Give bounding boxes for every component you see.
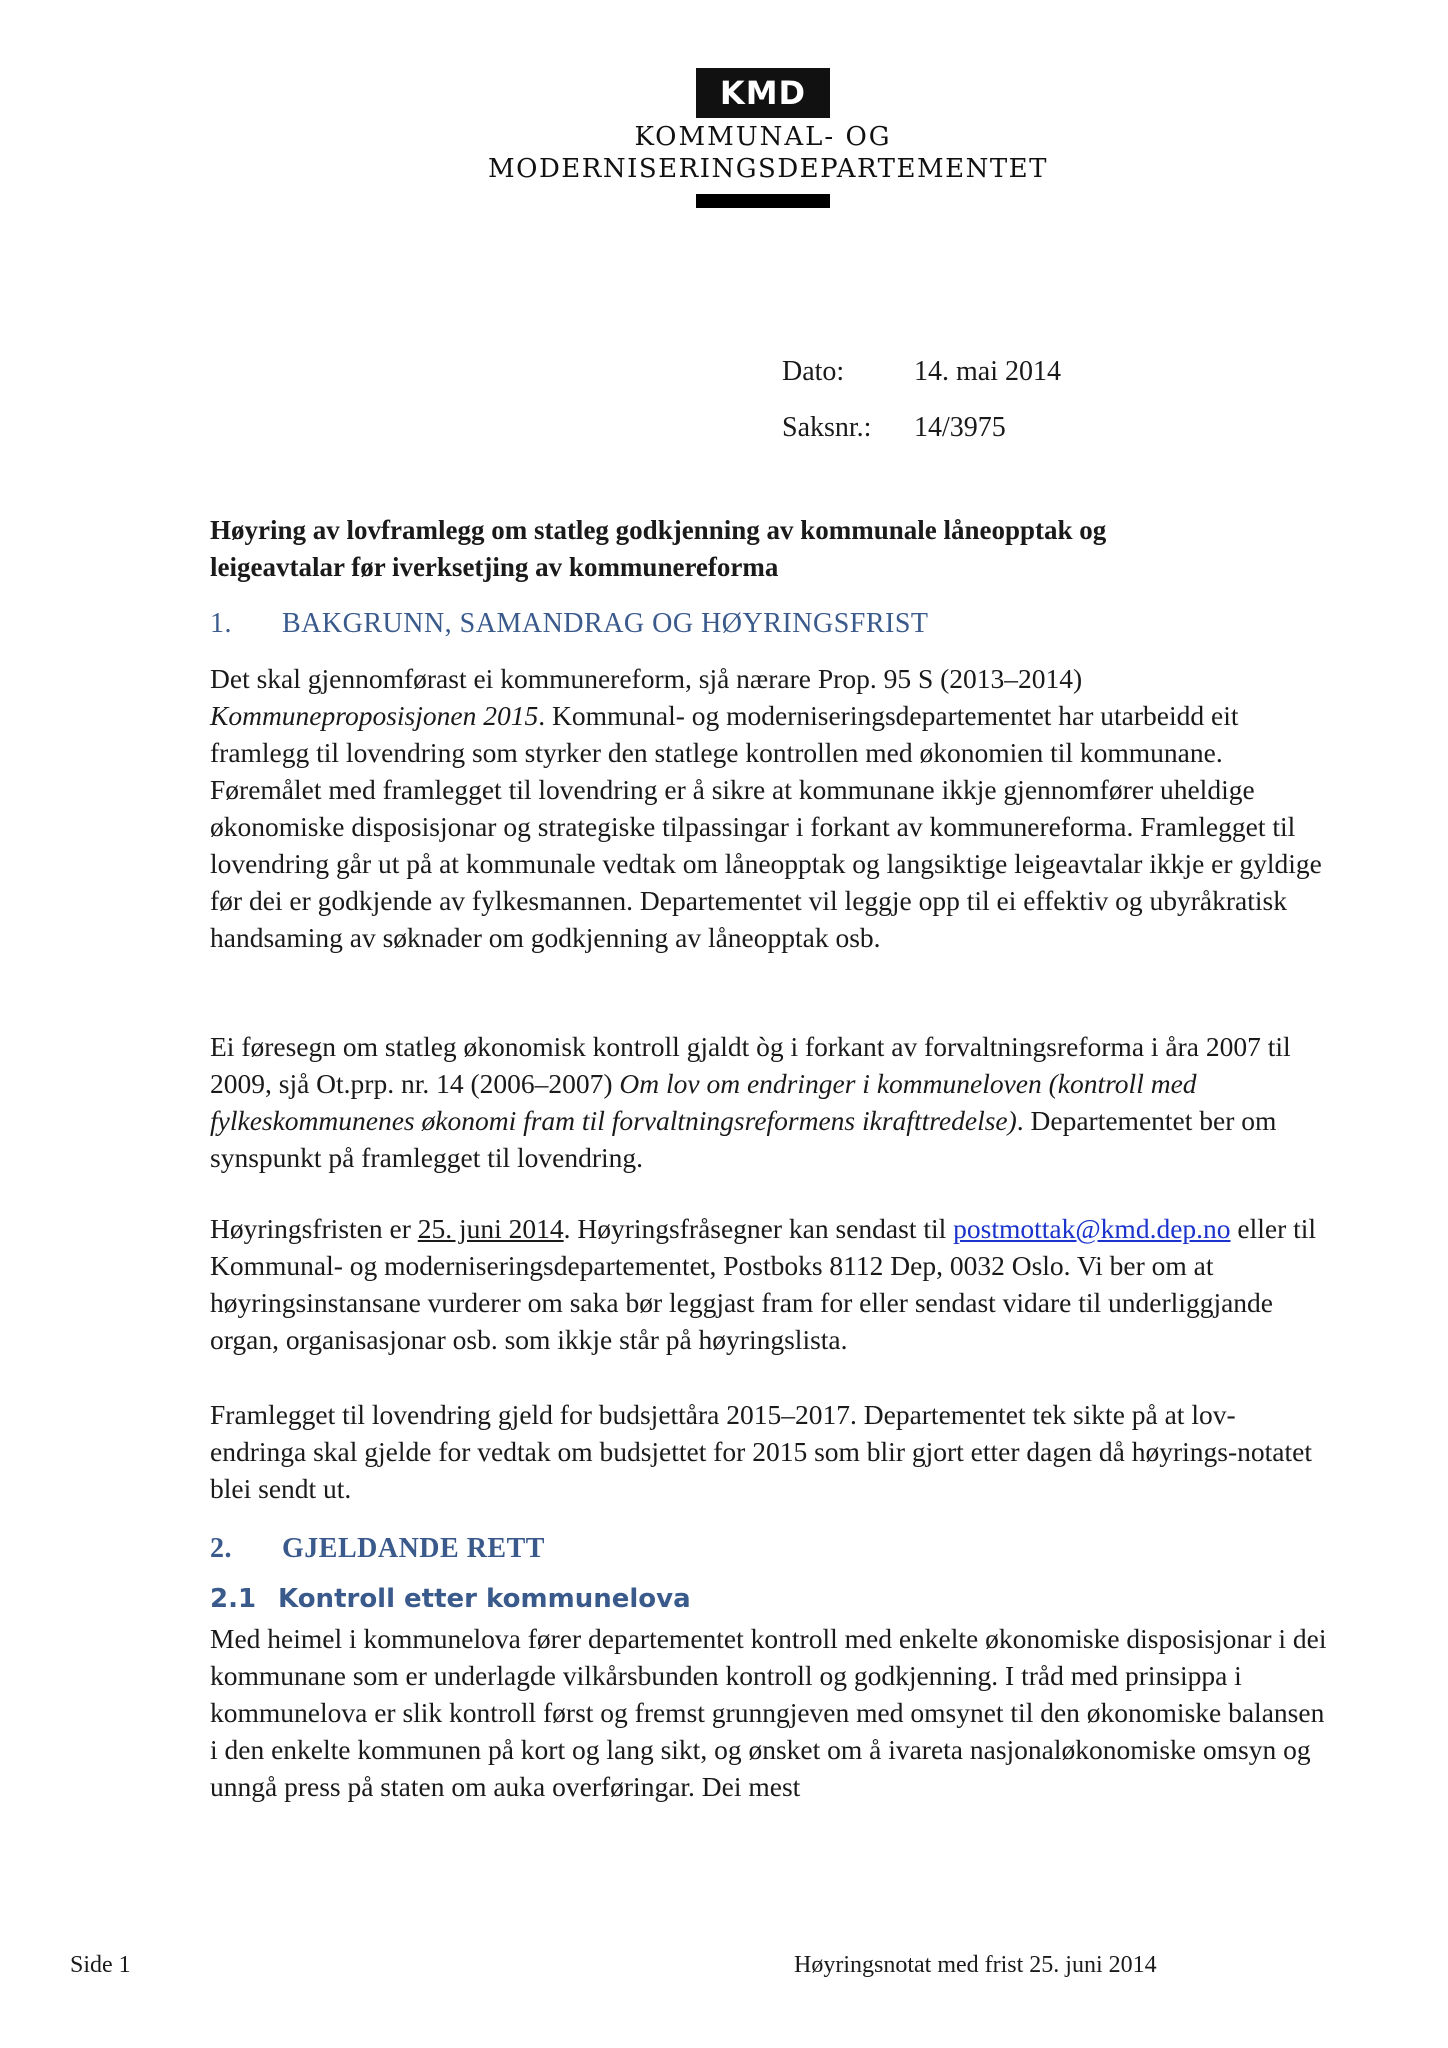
logo-bottom-bar xyxy=(696,194,830,208)
subsection-heading xyxy=(210,1584,691,1614)
p1-text-a: Det skal gjennomførast ei kommunereform, sjå nærare Prop. 95 S (2013–2014) xyxy=(210,663,1083,694)
footer-page-number: Side 1 xyxy=(70,1952,131,1978)
paragraph-deadline xyxy=(210,1210,1330,1358)
paragraph-kommunelova: Med heimel i kommunelova fører departementet kontroll med enkelte økonomiske disposisjonar i dei kommunane som er underlagde vilkårsbunden kontroll og godkjenning. I tråd med prinsippa i kommunelova er slik kontroll først og fremst grunngjeven med omsynet til den økonomiske balansen i den enkelte kommunen på kort og lang sikt, og ønsket om å ivareta nasjonaløkonomiske omsyn og unngå press på staten om auka overføringar. Dei mest xyxy=(210,1623,1327,1802)
logo-text-line1: KOMMUNAL- OG xyxy=(634,122,892,152)
case-number-label: Saksnr.: xyxy=(782,412,872,443)
footer-note: Høyringsnotat med frist 25. juni 2014 xyxy=(794,1952,1157,1978)
date-label: Dato: xyxy=(782,356,845,387)
p1-italic: Kommuneproposisjonen 2015 xyxy=(210,700,539,731)
section2-number: 2. xyxy=(210,1533,232,1564)
section1-number: 1. xyxy=(210,608,232,639)
date-value: 14. mai 2014 xyxy=(914,356,1061,387)
document-title-line1: Høyring av lovframlegg om statleg godkjenning av kommunale låneopptak og xyxy=(210,515,1107,545)
paragraph-previous-control xyxy=(210,1028,1330,1176)
p3-text-c: eller til Kommunal- og moderniseringsdepartementet, Postboks 8112 Dep, 0032 Oslo. Vi ber om at høyringsinstansane vurderer om saka bør leggjast fram for eller sendast vidare til underliggjande organ, organisasjonar osb. som ikkje står på høyringslista. xyxy=(210,1213,1317,1355)
document-title-line2: leigeavtalar før iverksetjing av kommunereforma xyxy=(210,552,779,582)
section1-heading xyxy=(210,608,929,640)
subsection-number: 2.1 xyxy=(210,1584,257,1614)
paragraph-budget-years: Framlegget til lovendring gjeld for budsjettåra 2015–2017. Departementet tek sikte på at lov-endringa skal gjelde for vedtak om budsjettet for 2015 som blir gjort etter dagen då høyrings-notatet blei sendt ut. xyxy=(210,1399,1313,1504)
subsection-title: Kontroll etter kommunelova xyxy=(278,1584,691,1614)
email-link[interactable]: postmottak@kmd.dep.no xyxy=(953,1213,1231,1244)
deadline-date: 25. juni 2014 xyxy=(417,1213,564,1244)
section1-title: BAKGRUNN, SAMANDRAG OG HØYRINGSFRIST xyxy=(282,608,929,639)
case-number-value: 14/3975 xyxy=(914,412,1006,443)
paragraph-background xyxy=(210,660,1330,956)
logo-kmd-box: KMD xyxy=(696,68,830,118)
p3-text-b: . Høyringsfråsegner kan sendast til xyxy=(563,1213,954,1244)
p3-text-a: Høyringsfristen er xyxy=(210,1213,418,1244)
section2-title: GJELDANDE RETT xyxy=(282,1533,545,1564)
logo-text-line2: MODERNISERINGSDEPARTEMENTET xyxy=(488,154,1048,184)
p1-text-b: . Kommunal- og moderniseringsdepartementet har utarbeidd eit framlegg til lovendring som styrker den statlege kontrollen med økonomien til kommunane. Føremålet med framlegget til lovendring er å sikre at kommunane ikkje gjennomfører uheldige økonomiske disposisjonar og strategiske tilpassingar i forkant av kommunereforma. Framlegget til lovendring går ut på at kommunale vedtak om låneopptak og langsiktige leigeavtalar ikkje er gyldige før dei er godkjende av fylkesmannen. Departementet vil leggje opp til ei effektiv og ubyråkratisk handsaming av søknader om godkjenning av låneopptak osb. xyxy=(210,700,1322,953)
p2-text-a: Ei føresegn om statleg økonomisk kontroll gjaldt òg i forkant av forvaltningsreforma i åra 2007 til 2009, sjå Ot.prp. nr. 14 (2006–2007) xyxy=(210,1031,1291,1099)
document-title xyxy=(210,512,1310,586)
p2-text-b: . Departementet ber om synspunkt på framlegget til lovendring. xyxy=(210,1105,1277,1173)
section2-heading xyxy=(210,1533,545,1565)
p2-italic: Om lov om endringer i kommuneloven (kontroll med fylkeskommunenes økonomi fram til forvaltningsreformens ikrafttredelse) xyxy=(210,1068,1197,1136)
